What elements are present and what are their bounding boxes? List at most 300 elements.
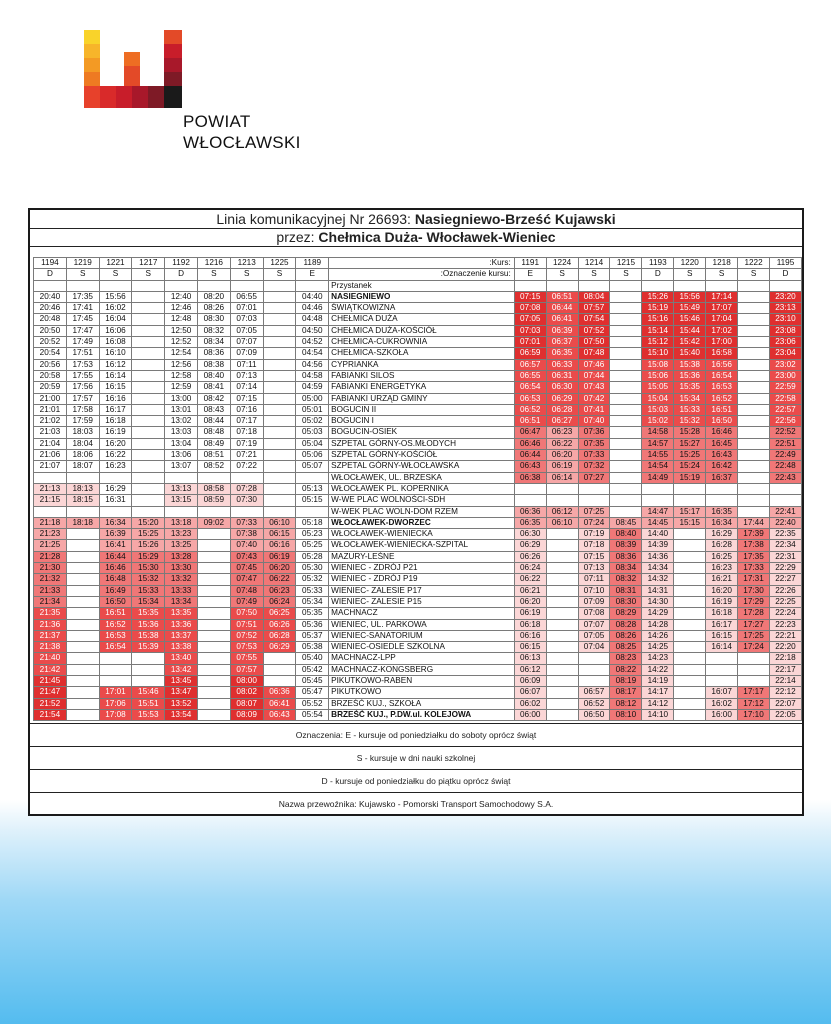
departure-time: 04:52 — [296, 337, 329, 348]
course-mark: S — [738, 269, 770, 280]
departure-time — [132, 483, 165, 494]
departure-time: 22:31 — [770, 551, 802, 562]
departure-time: 22:07 — [770, 698, 802, 709]
course-mark: E — [296, 269, 329, 280]
departure-time: 05:01 — [296, 404, 329, 415]
departure-time — [263, 653, 296, 664]
departure-time: 15:03 — [642, 404, 674, 415]
course-label: :Kurs: — [329, 258, 515, 269]
departure-time: 22:57 — [770, 404, 802, 415]
departure-time — [66, 574, 99, 585]
departure-time — [263, 416, 296, 427]
departure-time — [66, 551, 99, 562]
departure-time: 16:20 — [706, 585, 738, 596]
stop-name: CHEŁMICA-CUKROWNIA — [329, 337, 515, 348]
departure-time — [263, 461, 296, 472]
departure-time — [546, 642, 578, 653]
course-mark: D — [770, 269, 802, 280]
departure-time: 07:14 — [230, 382, 263, 393]
departure-time — [610, 348, 642, 359]
departure-time: 21:01 — [34, 404, 67, 415]
departure-time: 07:41 — [578, 404, 610, 415]
departure-time: 07:05 — [578, 630, 610, 641]
departure-time — [546, 687, 578, 698]
departure-time: 16:29 — [706, 529, 738, 540]
departure-time: 17:07 — [706, 303, 738, 314]
course-mark: S — [132, 269, 165, 280]
departure-time: 07:03 — [230, 314, 263, 325]
brand-name — [183, 111, 301, 153]
departure-time: 22:59 — [770, 382, 802, 393]
departure-time: 17:08 — [99, 709, 132, 720]
table-row — [34, 585, 802, 596]
departure-time: 15:19 — [642, 303, 674, 314]
departure-time — [578, 675, 610, 686]
departure-time: 16:29 — [99, 483, 132, 494]
departure-time: 05:34 — [296, 596, 329, 607]
departure-time — [610, 461, 642, 472]
departure-time: 23:20 — [770, 291, 802, 302]
departure-time: 13:01 — [165, 404, 198, 415]
departure-time: 17:45 — [66, 314, 99, 325]
departure-time — [263, 495, 296, 506]
departure-time: 08:32 — [197, 325, 230, 336]
departure-time: 07:11 — [230, 359, 263, 370]
empty-cell — [263, 280, 296, 291]
departure-time: 16:34 — [99, 517, 132, 528]
departure-time — [197, 608, 230, 619]
course-mark: S — [263, 269, 296, 280]
departure-time: 18:04 — [66, 438, 99, 449]
departure-time: 04:59 — [296, 382, 329, 393]
departure-time: 08:34 — [610, 563, 642, 574]
departure-time — [674, 585, 706, 596]
carrier-name: Nazwa przewoźnika: Kujawsko - Pomorski Transport Samochodowy S.A. — [30, 792, 802, 815]
departure-time: 15:46 — [132, 687, 165, 698]
course-mark: D — [642, 269, 674, 280]
course-mark: S — [230, 269, 263, 280]
departure-time: 16:39 — [99, 529, 132, 540]
departure-time — [610, 370, 642, 381]
departure-time: 14:58 — [642, 427, 674, 438]
departure-time — [738, 314, 770, 325]
departure-time: 21:03 — [34, 427, 67, 438]
departure-time — [66, 540, 99, 551]
departure-time: 05:38 — [296, 642, 329, 653]
departure-time — [263, 337, 296, 348]
departure-time — [738, 370, 770, 381]
departure-time: 15:42 — [674, 337, 706, 348]
departure-time — [34, 472, 67, 483]
departure-time — [738, 359, 770, 370]
departure-time — [132, 359, 165, 370]
stop-name: ŚWIĄTKOWIZNA — [329, 303, 515, 314]
table-row — [34, 337, 802, 348]
table-row — [34, 619, 802, 630]
departure-time — [263, 393, 296, 404]
stop-name: SZPETAL GÓRNY-KOŚCIÓŁ — [329, 450, 515, 461]
empty-cell — [197, 280, 230, 291]
departure-time: 17:51 — [66, 348, 99, 359]
departure-time: 08:30 — [197, 314, 230, 325]
departure-time: 06:36 — [263, 687, 296, 698]
departure-time: 13:54 — [165, 709, 198, 720]
departure-time: 07:57 — [578, 303, 610, 314]
departure-time: 06:55 — [230, 291, 263, 302]
table-row — [34, 404, 802, 415]
departure-time: 08:00 — [230, 675, 263, 686]
departure-time: 06:57 — [578, 687, 610, 698]
table-row — [34, 630, 802, 641]
departure-time: 22:29 — [770, 563, 802, 574]
course-mark: D — [165, 269, 198, 280]
departure-time: 07:35 — [578, 438, 610, 449]
departure-time: 06:46 — [514, 438, 546, 449]
departure-time: 08:12 — [610, 698, 642, 709]
departure-time — [132, 348, 165, 359]
stop-name: MACHNACZ — [329, 608, 515, 619]
departure-time: 13:23 — [165, 529, 198, 540]
departure-time: 13:28 — [165, 551, 198, 562]
departure-time: 14:34 — [642, 563, 674, 574]
departure-time — [674, 608, 706, 619]
departure-time: 05:18 — [296, 517, 329, 528]
departure-time: 17:49 — [66, 337, 99, 348]
departure-time: 07:40 — [578, 416, 610, 427]
stop-name: MAZURY-LEŚNE — [329, 551, 515, 562]
departure-time: 15:40 — [674, 348, 706, 359]
table-row — [34, 438, 802, 449]
departure-time: 15:02 — [642, 416, 674, 427]
departure-time: 06:16 — [514, 630, 546, 641]
departure-time — [674, 675, 706, 686]
departure-time — [230, 472, 263, 483]
departure-time: 07:43 — [230, 551, 263, 562]
departure-time: 05:25 — [296, 540, 329, 551]
departure-time: 16:49 — [99, 585, 132, 596]
departure-time — [66, 529, 99, 540]
departure-time: 17:14 — [706, 291, 738, 302]
departure-time — [263, 404, 296, 415]
departure-time: 16:28 — [706, 540, 738, 551]
departure-time: 06:24 — [514, 563, 546, 574]
departure-time: 08:23 — [610, 653, 642, 664]
departure-time: 07:15 — [514, 291, 546, 302]
departure-time — [263, 291, 296, 302]
departure-time: 15:30 — [132, 563, 165, 574]
departure-time: 06:25 — [263, 608, 296, 619]
departure-time: 06:20 — [263, 563, 296, 574]
departure-time — [706, 483, 738, 494]
departure-time: 13:36 — [165, 619, 198, 630]
departure-time — [642, 483, 674, 494]
table-row — [34, 642, 802, 653]
departure-time: 20:54 — [34, 348, 67, 359]
course-mark-label: :Oznaczenie kursu: — [329, 269, 515, 280]
departure-time: 05:13 — [296, 483, 329, 494]
departure-time: 06:44 — [514, 450, 546, 461]
departure-time: 05:04 — [296, 438, 329, 449]
departure-time — [674, 540, 706, 551]
departure-time: 15:10 — [642, 348, 674, 359]
departure-time: 06:41 — [263, 698, 296, 709]
departure-time: 04:50 — [296, 325, 329, 336]
empty-cell — [230, 280, 263, 291]
course-mark: S — [197, 269, 230, 280]
departure-time: 21:25 — [34, 540, 67, 551]
departure-time — [132, 325, 165, 336]
table-row — [34, 495, 802, 506]
departure-time: 18:13 — [66, 483, 99, 494]
departure-time: 22:41 — [770, 506, 802, 517]
departure-time: 13:42 — [165, 664, 198, 675]
stop-name: SZPETAL GÓRNY-OS.MŁODYCH — [329, 438, 515, 449]
empty-cell — [99, 280, 132, 291]
departure-time: 13:02 — [165, 416, 198, 427]
departure-time: 05:23 — [296, 529, 329, 540]
departure-time: 06:12 — [514, 664, 546, 675]
departure-time — [197, 563, 230, 574]
departure-time: 21:33 — [34, 585, 67, 596]
departure-time: 21:54 — [34, 709, 67, 720]
departure-time: 07:09 — [230, 348, 263, 359]
departure-time: 22:43 — [770, 472, 802, 483]
departure-time: 07:40 — [230, 540, 263, 551]
departure-time — [546, 619, 578, 630]
departure-time: 05:54 — [296, 709, 329, 720]
departure-time: 08:29 — [610, 608, 642, 619]
departure-time: 06:28 — [546, 404, 578, 415]
departure-time: 16:14 — [99, 370, 132, 381]
departure-time — [546, 608, 578, 619]
departure-time: 07:45 — [230, 563, 263, 574]
departure-time: 22:27 — [770, 574, 802, 585]
course-number: 1189 — [296, 258, 329, 269]
stop-name: WIENIEC, UL. PARKOWA — [329, 619, 515, 630]
departure-time — [546, 585, 578, 596]
departure-time: 14:10 — [642, 709, 674, 720]
departure-time — [706, 653, 738, 664]
departure-time: 06:23 — [546, 427, 578, 438]
departure-time: 08:44 — [197, 416, 230, 427]
departure-time: 16:18 — [99, 416, 132, 427]
timetable — [33, 257, 802, 721]
course-mark: S — [66, 269, 99, 280]
departure-time: 13:03 — [165, 427, 198, 438]
departure-time: 15:34 — [132, 596, 165, 607]
table-row — [34, 608, 802, 619]
departure-time: 08:39 — [610, 540, 642, 551]
departure-time: 08:09 — [230, 709, 263, 720]
departure-time: 06:59 — [514, 348, 546, 359]
departure-time — [738, 325, 770, 336]
departure-time — [738, 664, 770, 675]
departure-time — [546, 709, 578, 720]
departure-time: 06:30 — [514, 529, 546, 540]
departure-time: 15:26 — [132, 540, 165, 551]
departure-time: 22:48 — [770, 461, 802, 472]
departure-time: 05:15 — [296, 495, 329, 506]
departure-time: 08:26 — [197, 303, 230, 314]
departure-time: 16:53 — [99, 630, 132, 641]
departure-time — [738, 506, 770, 517]
departure-time: 06:19 — [263, 551, 296, 562]
departure-time — [546, 675, 578, 686]
course-number: 1219 — [66, 258, 99, 269]
departure-time — [738, 653, 770, 664]
departure-time: 06:29 — [263, 642, 296, 653]
stop-name: CHEŁMICA-SZKOŁA — [329, 348, 515, 359]
departure-time — [514, 495, 546, 506]
departure-time — [610, 291, 642, 302]
departure-time — [610, 393, 642, 404]
empty-cell — [706, 280, 738, 291]
departure-time: 06:20 — [546, 450, 578, 461]
departure-time: 15:44 — [674, 325, 706, 336]
departure-time: 17:55 — [66, 370, 99, 381]
course-mark: S — [99, 269, 132, 280]
departure-time — [738, 461, 770, 472]
departure-time — [132, 427, 165, 438]
departure-time: 08:43 — [197, 404, 230, 415]
departure-time — [197, 596, 230, 607]
empty-cell — [514, 280, 546, 291]
departure-time: 13:33 — [165, 585, 198, 596]
departure-time — [165, 472, 198, 483]
stop-name: FABIANKI SILOS — [329, 370, 515, 381]
departure-time: 06:10 — [546, 517, 578, 528]
departure-time: 13:00 — [165, 393, 198, 404]
departure-time: 06:52 — [514, 404, 546, 415]
departure-time: 06:23 — [263, 585, 296, 596]
course-number: 1193 — [642, 258, 674, 269]
departure-time: 13:04 — [165, 438, 198, 449]
table-row — [34, 517, 802, 528]
departure-time: 06:26 — [514, 551, 546, 562]
departure-time — [610, 450, 642, 461]
departure-time — [132, 438, 165, 449]
brand-line-2: WŁOCŁAWSKI — [183, 133, 301, 152]
table-row — [34, 382, 802, 393]
note-s: S - kursuje w dni nauki szkolnej — [30, 746, 802, 769]
course-mark: S — [706, 269, 738, 280]
departure-time: 05:52 — [296, 698, 329, 709]
departure-time: 21:06 — [34, 450, 67, 461]
departure-time: 17:04 — [706, 314, 738, 325]
departure-time: 17:10 — [738, 709, 770, 720]
table-row — [34, 653, 802, 664]
departure-time: 15:49 — [674, 303, 706, 314]
departure-time: 05:33 — [296, 585, 329, 596]
departure-time — [66, 563, 99, 574]
table-row — [34, 427, 802, 438]
departure-time: 07:47 — [230, 574, 263, 585]
departure-time — [197, 540, 230, 551]
departure-time: 08:58 — [197, 483, 230, 494]
empty-cell — [610, 280, 642, 291]
departure-time: 20:58 — [34, 370, 67, 381]
departure-time: 16:17 — [99, 404, 132, 415]
departure-time: 06:43 — [514, 461, 546, 472]
departure-time: 14:25 — [642, 642, 674, 653]
departure-time — [132, 337, 165, 348]
departure-time — [546, 529, 578, 540]
departure-time: 13:35 — [165, 608, 198, 619]
departure-time: 21:28 — [34, 551, 67, 562]
departure-time: 12:52 — [165, 337, 198, 348]
table-row — [34, 483, 802, 494]
departure-time: 07:13 — [578, 563, 610, 574]
empty-cell — [546, 280, 578, 291]
departure-time: 08:48 — [197, 427, 230, 438]
departure-time: 08:40 — [197, 370, 230, 381]
departure-time: 07:55 — [230, 653, 263, 664]
timetable-frame — [28, 208, 804, 816]
departure-time: 04:40 — [296, 291, 329, 302]
departure-time: 15:16 — [642, 314, 674, 325]
departure-time: 14:30 — [642, 596, 674, 607]
departure-time — [738, 427, 770, 438]
departure-time — [99, 653, 132, 664]
departure-time: 21:36 — [34, 619, 67, 630]
departure-time — [197, 664, 230, 675]
departure-time — [66, 642, 99, 653]
departure-time: 05:03 — [296, 427, 329, 438]
departure-time: 07:33 — [230, 517, 263, 528]
departure-time — [738, 393, 770, 404]
departure-time — [546, 483, 578, 494]
departure-time — [263, 303, 296, 314]
departure-time — [132, 450, 165, 461]
departure-time: 06:19 — [546, 461, 578, 472]
departure-time: 15:15 — [674, 517, 706, 528]
course-mark: S — [674, 269, 706, 280]
departure-time: 13:45 — [165, 675, 198, 686]
departure-time: 21:52 — [34, 698, 67, 709]
departure-time: 06:41 — [546, 314, 578, 325]
departure-time — [546, 596, 578, 607]
stop-name: CYPRIANKA — [329, 359, 515, 370]
departure-time: 23:04 — [770, 348, 802, 359]
departure-time: 05:32 — [296, 574, 329, 585]
table-row — [34, 574, 802, 585]
course-number: 1220 — [674, 258, 706, 269]
departure-time: 16:22 — [99, 450, 132, 461]
departure-time: 07:30 — [230, 495, 263, 506]
departure-time: 21:40 — [34, 653, 67, 664]
departure-time: 15:33 — [132, 585, 165, 596]
table-row — [34, 370, 802, 381]
departure-time: 12:54 — [165, 348, 198, 359]
departure-time: 08:20 — [197, 291, 230, 302]
departure-time — [610, 303, 642, 314]
departure-time — [197, 574, 230, 585]
departure-time: 15:05 — [642, 382, 674, 393]
departure-time: 05:07 — [296, 461, 329, 472]
departure-time: 14:57 — [642, 438, 674, 449]
table-row — [34, 506, 802, 517]
course-mark: S — [546, 269, 578, 280]
stop-name: WIENIEC - ZDRÓJ P21 — [329, 563, 515, 574]
departure-time: 05:36 — [296, 619, 329, 630]
departure-time: 06:35 — [546, 348, 578, 359]
departure-time — [132, 675, 165, 686]
departure-time: 22:12 — [770, 687, 802, 698]
departure-time: 16:21 — [706, 574, 738, 585]
stop-header-row — [34, 280, 802, 291]
departure-time: 23:08 — [770, 325, 802, 336]
departure-time — [197, 642, 230, 653]
